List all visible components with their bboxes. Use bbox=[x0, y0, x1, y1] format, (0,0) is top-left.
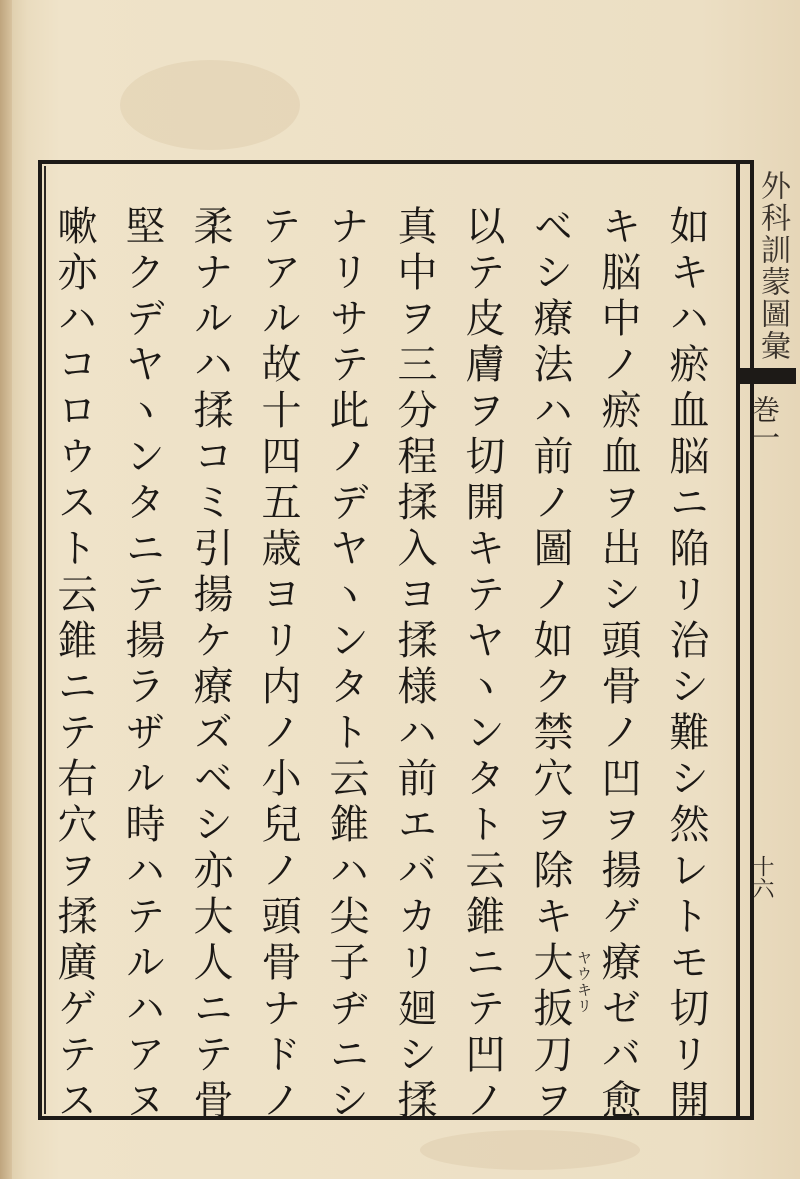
page-edge-left bbox=[0, 0, 12, 1179]
paper-stain bbox=[420, 1130, 640, 1170]
text-column: キ脳中ノ瘀血ヲ出シ頭骨ノ凹ヲ揚ゲ療ゼバ愈 bbox=[595, 205, 641, 1125]
book-title-margin: 外科訓蒙圖彙 bbox=[755, 170, 790, 362]
volume-label: 巻一 bbox=[748, 395, 781, 451]
text-column: 如キハ瘀血脳ニ陥リ治シ難シ然レトモ切リ開 bbox=[663, 205, 709, 1125]
margin-divider-line bbox=[736, 160, 740, 1120]
text-column: テアル故十四五歳ヨリ内ノ小兒ノ頭骨ナドノ bbox=[255, 205, 301, 1125]
margin-fish-tail-mark bbox=[738, 368, 796, 384]
text-column: 嗽亦ハコロウスト云錐ニテ右穴ヲ揉廣ゲテス bbox=[51, 205, 97, 1125]
text-column: 真中ヲ三分程揉入ヨ揉様ハ前エバカリ廻シ揉 bbox=[391, 205, 437, 1125]
paper-stain bbox=[120, 60, 300, 150]
text-column: 柔ナルハ揉コミ引揚ケ療ズベシ亦大人ニテ骨 bbox=[187, 205, 233, 1125]
text-column: 以テ皮膚ヲ切開キテヤヽンタト云錐ニテ凹ノ bbox=[459, 205, 505, 1125]
text-column: ナリサテ此ノデヤヽンタト云錐ハ尖子ヂニシ bbox=[323, 205, 369, 1125]
main-text-body bbox=[50, 205, 720, 1125]
text-column: ベシ療法ハ前ノ圖ノ如ク禁穴ヲ除キ大扳刀ヲ bbox=[527, 205, 573, 1125]
page-number: 十六 bbox=[749, 855, 774, 899]
text-column: 堅クデヤヽンタニテ揚ラザル時ハテルハアヌ bbox=[119, 205, 165, 1125]
furigana-annotation: ヤウキリ bbox=[575, 950, 593, 1014]
